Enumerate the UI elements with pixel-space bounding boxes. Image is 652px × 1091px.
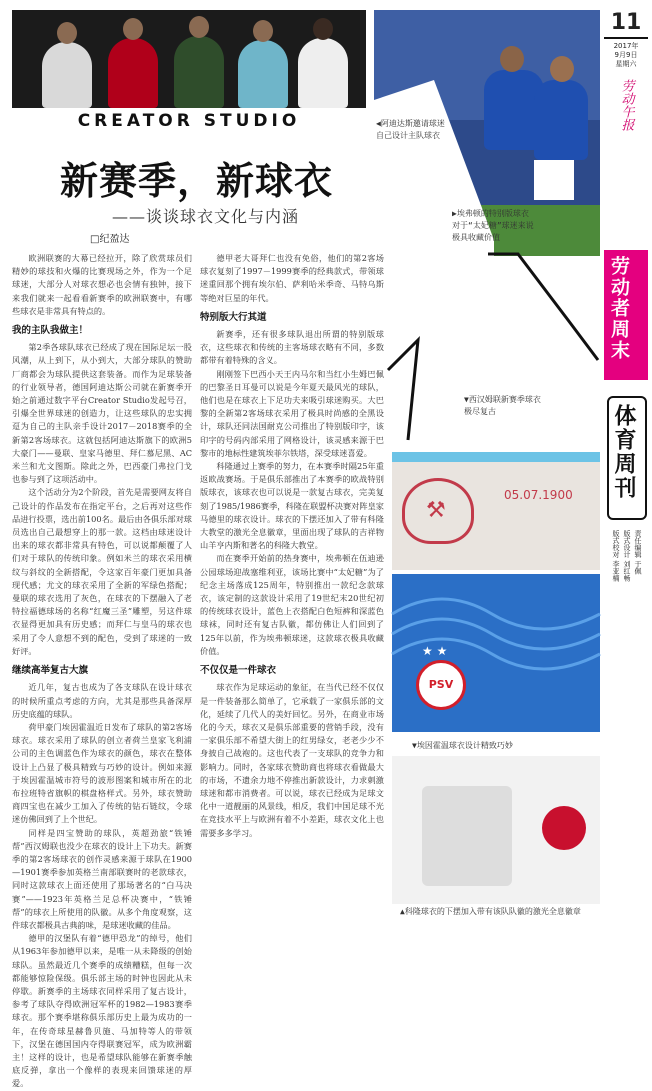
date-year: 2017年 bbox=[613, 42, 639, 50]
koln-crest bbox=[542, 806, 586, 850]
player-figure bbox=[298, 38, 348, 108]
sidebar bbox=[604, 10, 648, 924]
paragraph: 同样是四宝赞助的球队，英超劲旅“铁锤帮”西汉姆联也没少在球衣的设计上下功夫。新赛季的第2客场球衣的创作灵感来源于球队在1900—1901赛季参加英格兰南部联赛时的老款球衣，同时这款球衣上面还使用了那场著名的“白马决赛”——1923年英格兰足总杯决赛中，“铁锤帮”的球衣上所使用的队徽。从多个角度观察，这件球衣都极具古典韵味，是球迷收藏的佳品。 bbox=[12, 827, 192, 930]
section-heading: 特别版大行其道 bbox=[200, 311, 267, 323]
player-figure bbox=[42, 42, 92, 108]
caption-westham: ▼西汉姆联新赛季球衣极尽复古 bbox=[464, 395, 541, 416]
paragraph: 德甲老大哥拜仁也没有免俗，他们的第2客场球衣复刻了1997－1999赛季的经典款式，带领球迷重回那个拥有埃尔伯、萨利哈米季奇、马特乌斯等绝对巨星的年代。 bbox=[200, 253, 384, 303]
shirt-outline bbox=[378, 250, 602, 450]
paragraph: 近几年，复古也成为了各支球队在设计球衣的时候所重点考虑的方向，尤其是那些具备深厚历史底蕴的球队。 bbox=[12, 682, 192, 719]
psv-shirt-photo bbox=[392, 574, 600, 732]
caption-everton: ▶埃弗顿的特别版球衣对于“太妃糖”球迷来说极具收藏价值 bbox=[452, 209, 534, 242]
section-heading: 我的主队我做主！ bbox=[12, 325, 89, 337]
paragraph: 欧洲联赛的大幕已经拉开，除了欣赏球员们精妙的球技和火爆的比赛现场之外，作为一个足球迷，大部分人对球衣想必也会情有独钟，接下来我们就来一起看看新赛季的欧洲联赛中，有哪些球衣是非常具有特点的。 bbox=[12, 253, 192, 316]
article-column-2 bbox=[200, 252, 384, 928]
player-head bbox=[123, 18, 143, 40]
hologram-badge bbox=[422, 786, 512, 886]
paragraph: 球衣作为足球运动的象征，在当代已经不仅仅是一件装备那么简单了，它承载了一家俱乐部的文化，延续了几代人的美好回忆。另外，在商业市场化的今天，球衣又是俱乐部重要的营销手段，没有一家俱乐部不希望大街上的红男绿女，老老少少不身披自己战袍的。这也代表了一支球队的竞争力和影响力。同时，各家球衣赞助商也将球衣看做最大的市场，不遗余力地不停推出新款设计，力求刺激球迷和都市消费者。可以说，球衣已经成为足球文化中一道靓丽的风景线，相反，我们中国足球不光在竞技水平上与欧洲有着不小差距，球衣文化上也需要多多学习。 bbox=[200, 682, 384, 838]
date-weekday: 星期六 bbox=[615, 60, 637, 68]
westham-shirt-photo bbox=[392, 452, 600, 570]
player-head bbox=[313, 18, 333, 40]
section-heading: 不仅仅是一件球衣 bbox=[200, 665, 277, 677]
caption-koln: ▲科隆球衣的下摆加入带有该队队徽的激光全息徽章 bbox=[400, 907, 581, 916]
page-number: 11 bbox=[604, 10, 648, 39]
section-title-a: 劳动者周末 bbox=[608, 256, 630, 361]
hero-photo bbox=[12, 10, 366, 134]
paragraph: 这个活动分为2个阶段，首先是需要网友将自己设计的作品发布在指定平台，之后再对这些作品进行投票，选出前100名。最后由各俱乐部对球员选出自己最想穿上的那一款。这档由球迷设计出来的球衣都非常具有特色，可以说都颠覆了人们对于球队的传统印象。例如米兰的球衣采用横纹与斜纹的全新搭配，令这家百年豪门更加具备现代感；尤文的球衣采用了全新的军绿色搭配；曼联的球衣选用了灰色，在球衣的下摆融入了老特拉福德球场的名称“红魔三圣”雕塑，另这件球衣显得更加具有历史感；而拜仁与皇马的球衣也采用了令人意想不到的配色，受到了球迷的一致好评。 bbox=[12, 487, 192, 656]
player-head bbox=[253, 20, 273, 42]
paragraph: 刚刚签下巴西小天王内马尔和当红小生姆巴佩的巴黎圣日耳曼可以说是今年夏天最风光的球队，他们也是在球衣上下足功夫来吸引球迷购买。大巴黎的全新第2客场球衣采用了极具时尚感的全黑设计，球队还同法国耐克公司推出了特别版印字，该印字的号码内部采用了网格设计，该灵感来源于巴黎市的地标性建筑埃菲尔铁塔，深受球迷喜爱。 bbox=[200, 368, 384, 458]
article-author: □纪盈达 bbox=[90, 234, 130, 245]
article-subtitle: ——谈谈球衣文化与内涵 bbox=[112, 207, 300, 226]
player-figure bbox=[108, 38, 158, 108]
hero-banner: CREATOR STUDIO bbox=[12, 108, 366, 134]
psv-crest: PSV bbox=[416, 660, 466, 710]
staff-list: 责任编辑 于佩 版式设计 刘红畅 版式校对 李亚楠 bbox=[612, 530, 642, 582]
hammer-icon: ⚒ bbox=[426, 498, 446, 523]
caption-adidas: ◀阿迪达斯邀请球迷自己设计主队球衣 bbox=[376, 119, 445, 140]
date-day: 9月9日 bbox=[614, 51, 638, 59]
section-title-b: 体育周刊 bbox=[611, 404, 636, 500]
section-heading: 继续高举复古大旗 bbox=[12, 665, 89, 677]
article-column-1 bbox=[12, 252, 192, 1089]
paragraph: 科隆通过上赛季的努力，在本赛季时隔25年重返欧战赛场。于是俱乐部推出了本赛季的欧战特别版球衣，该球衣也可以说是一款复古球衣，完美复刻了1985/1986赛季，科隆在联盟杯决赛对阵皇家马德里的球衣设计。球衣的下摆还加入了带有科隆大教堂的激光全息徽章，里面出现了球队的吉祥物山羊亨内斯和著名的科隆大教堂。 bbox=[200, 461, 384, 551]
paragraph: 第2季各球队球衣已经成了现在国际足坛一股风潮，从上到下，从小到大，大部分球队的赞助厂商都会为球队提供这套装备。而作为足球装备的行业领导者，德国阿迪达斯公司就在新赛季开始之前通过数字平台Creator Studio发起号召，引爆全世界球迷的创造力，让这些球队的忠实拥趸为自己的主队亲手设计2017－2018赛季的全新第2客场球衣。这就包括阿迪达斯旗下的欧洲5大豪门——曼联、皇家马德里、拜仁慕尼黑、AC米兰和尤文图斯。除此之外，巴西豪门弗拉门戈也参与到了这项活动中。 bbox=[12, 342, 192, 485]
shirt-date-text: 05.07.1900 bbox=[504, 488, 573, 502]
paper-logo: 劳动午报 bbox=[618, 79, 634, 131]
paragraph: 新赛季，还有很多球队退出所谓的特别版球衣，这些球衣和传统的主客场球衣略有不同，多数都带有着特殊的含义。 bbox=[200, 329, 384, 366]
koln-shirt-photo bbox=[392, 756, 600, 904]
player-figure bbox=[238, 40, 288, 108]
player-head bbox=[57, 22, 77, 44]
paragraph: 荷甲豪门埃因霍温近日发布了球队的第2客场球衣。球衣采用了球队的创立者荷兰皇家飞利浦公司的主色调蓝色作为球衣的颜色，球衣在整体设计上凸显了极具精致与巧妙的设计。例如来源于埃因霍温城市符号的波形图案和城市所在的北布拉班特省旗帜的棋盘格样式。另外，球衣赞助商四宝也在减少工加入了传统的钻石链纹，令球迷仿佛回到了上个世纪。 bbox=[12, 721, 192, 825]
star-icon: ★ ★ bbox=[422, 644, 448, 658]
paragraph: 而在赛季开始前的热身赛中，埃弗顿在伍迪逊公园球场迎战塞维利亚，该场比赛中“太妃糖”为了纪念主场落成125周年，特别推出一款纪念款球衣，该定制的这款设计采用了19世纪末20世纪初的传统球衣设计，蓝色上衣搭配白色短裤和深蓝色球袜，同时还有复古队徽，都仿佛让人们回到了125年以前，作为埃弗顿球迷，这款球衣极具收藏价值。 bbox=[200, 553, 384, 656]
player-figure bbox=[174, 36, 224, 108]
article-title: 新赛季，新球衣 bbox=[60, 159, 334, 203]
player-head bbox=[189, 16, 209, 38]
caption-psv: ▼埃因霍温球衣设计精致巧妙 bbox=[412, 741, 513, 750]
paragraph: 德甲的汉堡队有着“德甲恐龙”的绰号，他们从1963年参加德甲以来，是唯一从未降级的创始球队。虽然最近几个赛季的成绩糟糕，但每一次都能够惊险保级。俱乐部主场的时钟也因此从未停歇。新赛季的主场球衣同样采用了复古设计，参考了球队夺得欧洲冠军杯的1982—1983赛季球衣。那个赛季堪称俱乐部历史上最为成功的一年，在传奇球星赫鲁贝施、马加特等人的带领下，汉堡在德国国内夺得联赛冠军，成为欧洲霸主！这样的设计，也是希望球队能够在新赛季触底反弹，拿出一个像样的表现来回馈球迷的厚爱。 bbox=[12, 933, 192, 1089]
